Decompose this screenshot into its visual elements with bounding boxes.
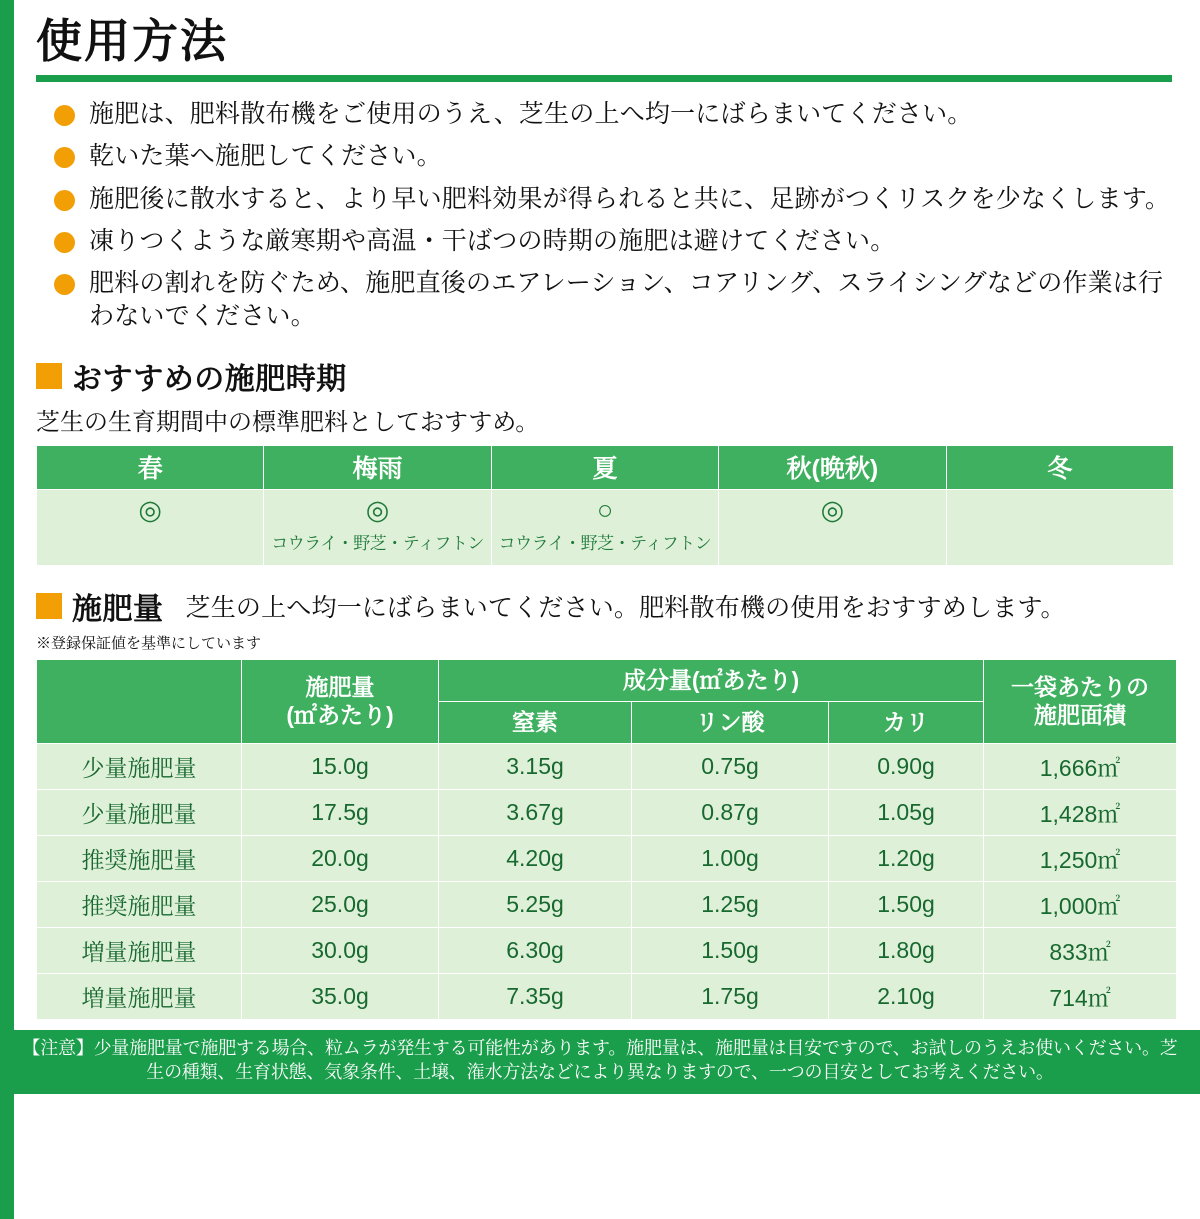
bullet-text: 肥料の割れを防ぐため、施肥直後のエアレーション、コアリング、スライシングなどの作業は行わないでください。	[89, 269, 1164, 331]
dose-header-phosphoric: リン酸	[632, 701, 829, 743]
list-item	[36, 98, 1182, 131]
rating-mark: ○	[596, 494, 614, 525]
page-title: 使用方法	[36, 15, 228, 67]
dose-section-heading	[36, 584, 1182, 628]
title-divider	[36, 75, 1172, 82]
season-header-winter: 冬	[946, 445, 1173, 489]
square-bullet-icon	[36, 593, 62, 619]
dose-row-phosphoric: 0.87g	[632, 789, 829, 835]
dose-table	[36, 659, 1177, 1020]
dose-row-label: 増量施肥量	[37, 927, 242, 973]
left-accent-bar	[0, 0, 14, 1219]
table-row	[37, 973, 1177, 1019]
dose-header-area-line1: 一袋あたりの	[1011, 674, 1150, 701]
section-title: 施肥量	[72, 592, 164, 626]
dose-row-area: 1,428㎡	[984, 789, 1177, 835]
season-table	[36, 445, 1174, 566]
season-cell-summer	[491, 489, 718, 565]
dose-row-potassium: 2.10g	[829, 973, 984, 1019]
season-cell-spring	[37, 489, 264, 565]
dose-row-potassium: 0.90g	[829, 743, 984, 789]
dose-row-potassium: 1.80g	[829, 927, 984, 973]
table-row	[37, 835, 1177, 881]
season-section-heading	[36, 354, 1182, 398]
season-header-rainy: 梅雨	[264, 445, 491, 489]
dose-row-potassium: 1.05g	[829, 789, 984, 835]
dose-row-nitrogen: 6.30g	[439, 927, 632, 973]
dose-row-area: 1,666㎡	[984, 743, 1177, 789]
dose-row-area: 1,250㎡	[984, 835, 1177, 881]
rating-mark: ◎	[365, 494, 390, 525]
table-header-row	[37, 445, 1174, 489]
dose-header-component-group: 成分量(㎡あたり)	[439, 659, 984, 701]
rating-mark: ◎	[138, 494, 162, 525]
bullet-dot-icon	[54, 232, 75, 253]
list-item	[36, 267, 1182, 334]
dose-row-area: 714㎡	[984, 973, 1177, 1019]
dose-header-amount-line2: (㎡あたり)	[286, 702, 394, 729]
bullet-dot-icon	[54, 274, 75, 295]
bullet-text: 凍りつくような厳寒期や高温・干ばつの時期の施肥は避けてください。	[89, 226, 896, 255]
dose-row-nitrogen: 5.25g	[439, 881, 632, 927]
caution-banner: 【注意】少量施肥量で施肥する場合、粒ムラが発生する可能性があります。施肥量は、施肥量は目安ですので、お試しのうえお使いください。芝生の種類、生育状態、気象条件、土壌、潅水方法などにより異なりますので、一つの目安としてお考えください。	[0, 1030, 1200, 1095]
dose-row-label: 推奨施肥量	[37, 835, 242, 881]
usage-bullet-list	[36, 98, 1182, 334]
season-header-summer: 夏	[491, 445, 718, 489]
table-row	[37, 927, 1177, 973]
dose-header-potassium: カリ	[829, 701, 984, 743]
dose-header-amount	[242, 659, 439, 743]
square-bullet-icon	[36, 363, 62, 389]
table-row	[37, 789, 1177, 835]
list-item	[36, 183, 1182, 216]
grass-types: コウライ・野芝・ティフトン	[498, 534, 712, 554]
dose-row-amount: 30.0g	[242, 927, 439, 973]
table-row	[37, 881, 1177, 927]
section-note: 芝生の上へ均一にばらまいてください。肥料散布機の使用をおすすめします。	[185, 593, 1066, 622]
bullet-text: 施肥は、肥料散布機をご使用のうえ、芝生の上へ均一にばらまいてください。	[89, 100, 973, 129]
dose-row-phosphoric: 1.50g	[632, 927, 829, 973]
list-item	[36, 140, 1182, 173]
dose-row-nitrogen: 4.20g	[439, 835, 632, 881]
dose-row-phosphoric: 1.25g	[632, 881, 829, 927]
season-cell-rainy	[264, 489, 491, 565]
table-row	[37, 489, 1174, 565]
list-item	[36, 225, 1182, 258]
dose-row-amount: 17.5g	[242, 789, 439, 835]
dose-row-potassium: 1.20g	[829, 835, 984, 881]
season-cell-autumn	[719, 489, 946, 565]
dose-row-amount: 25.0g	[242, 881, 439, 927]
season-header-spring: 春	[37, 445, 264, 489]
dose-row-amount: 15.0g	[242, 743, 439, 789]
season-header-autumn: 秋(晩秋)	[719, 445, 946, 489]
section-title: おすすめの施肥時期	[72, 362, 347, 396]
dose-header-nitrogen: 窒素	[439, 701, 632, 743]
dose-row-nitrogen: 3.15g	[439, 743, 632, 789]
dose-row-label: 増量施肥量	[37, 973, 242, 1019]
rating-mark: ◎	[820, 494, 845, 525]
dose-row-nitrogen: 3.67g	[439, 789, 632, 835]
season-subtitle: 芝生の生育期間中の標準肥料としておすすめ。	[36, 408, 540, 436]
dose-row-area: 1,000㎡	[984, 881, 1177, 927]
dose-row-phosphoric: 1.00g	[632, 835, 829, 881]
dose-row-area: 833㎡	[984, 927, 1177, 973]
dose-row-potassium: 1.50g	[829, 881, 984, 927]
bullet-dot-icon	[54, 190, 75, 211]
dose-header-area-line2: 施肥面積	[1034, 702, 1127, 729]
grass-types: コウライ・野芝・ティフトン	[271, 534, 484, 554]
dose-row-label: 少量施肥量	[37, 743, 242, 789]
bullet-dot-icon	[54, 105, 75, 126]
dose-row-phosphoric: 0.75g	[632, 743, 829, 789]
dose-header-blank	[37, 659, 242, 743]
dose-row-amount: 35.0g	[242, 973, 439, 1019]
bullet-dot-icon	[54, 147, 75, 168]
dose-row-label: 少量施肥量	[37, 789, 242, 835]
table-header-row-top	[37, 659, 1177, 701]
dose-row-amount: 20.0g	[242, 835, 439, 881]
bullet-text: 乾いた葉へ施肥してください。	[89, 142, 442, 171]
dose-row-label: 推奨施肥量	[37, 881, 242, 927]
dose-row-nitrogen: 7.35g	[439, 973, 632, 1019]
season-cell-winter	[946, 489, 1173, 565]
dose-header-area	[984, 659, 1177, 743]
table-row	[37, 743, 1177, 789]
bullet-text: 施肥後に散水すると、より早い肥料効果が得られると共に、足跡がつくリスクを少なくします。	[89, 184, 1171, 213]
dose-footnote: ※登録保証値を基準にしています	[36, 634, 262, 652]
dose-row-phosphoric: 1.75g	[632, 973, 829, 1019]
dose-header-amount-line1: 施肥量	[305, 674, 375, 701]
